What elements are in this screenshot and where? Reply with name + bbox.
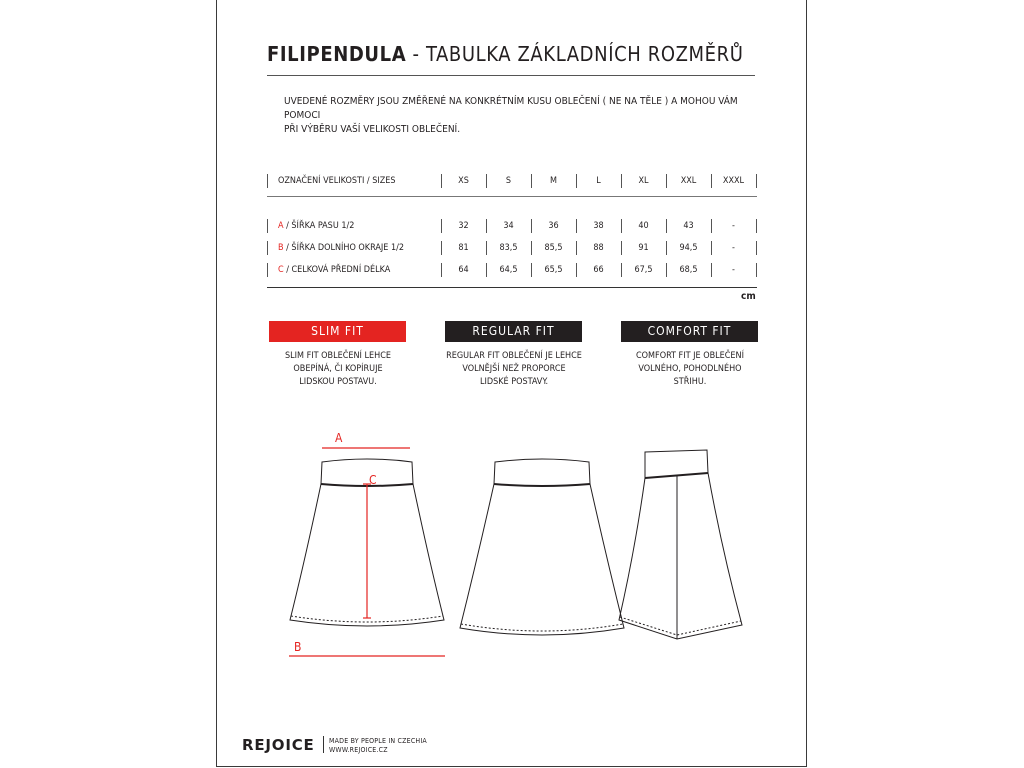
fit-desc-line: STŘIHU.	[673, 377, 707, 387]
footer-tagline: MADE BY PEOPLE IN CZECHIA	[329, 737, 427, 745]
size-l: L	[596, 176, 601, 186]
fit-desc-line: VOLNĚJŠÍ NEŽ PROPORCE	[462, 364, 566, 374]
value-cell: 43	[683, 221, 694, 231]
regular-fit-description	[439, 350, 589, 389]
value-cell: 34	[503, 221, 514, 231]
side-skirt-drawing	[619, 450, 742, 639]
column-divider	[756, 174, 757, 188]
fit-desc-line: COMFORT FIT JE OBLEČENÍ	[636, 351, 744, 361]
value-cell: 91	[638, 243, 649, 253]
row-letter: A	[278, 221, 284, 231]
fit-desc-line: VOLNÉHO, POHODLNÉHO	[638, 364, 742, 374]
measure-label-a: A	[335, 431, 343, 445]
column-divider	[756, 263, 757, 277]
comfort-fit-description	[615, 350, 765, 389]
rejoice-logo: REJOICE	[242, 736, 315, 754]
logo-divider	[323, 736, 324, 753]
fit-desc-line: LIDSKOU POSTAVU.	[299, 377, 377, 387]
row-label-text: / CELKOVÁ PŘEDNÍ DÉLKA	[283, 265, 391, 275]
fit-desc-line: OBEPÍNÁ, ČI KOPÍRUJE	[293, 364, 383, 374]
page-title	[267, 42, 743, 66]
comfort-fit-badge: COMFORT FIT	[621, 321, 758, 342]
value-cell: 64,5	[499, 265, 518, 275]
fit-desc-line: SLIM FIT OBLEČENÍ LEHCE	[285, 351, 391, 361]
size-xs: XS	[458, 176, 469, 186]
value-cell: 85,5	[544, 243, 563, 253]
intro-text	[284, 95, 754, 137]
size-header-row	[267, 174, 757, 188]
slim-fit-badge: SLIM FIT	[269, 321, 406, 342]
value-cell: 83,5	[499, 243, 518, 253]
value-cell: 81	[458, 243, 469, 253]
slim-fit-description	[263, 350, 413, 389]
value-cell: 68,5	[679, 265, 698, 275]
title-divider	[267, 75, 755, 76]
table-header-divider	[267, 196, 757, 197]
size-header-label: OZNAČENÍ VELIKOSTI / SIZES	[267, 174, 396, 188]
value-cell: 36	[548, 221, 559, 231]
size-xxxl: XXXL	[722, 176, 745, 186]
row-label	[267, 219, 354, 233]
measurement-row-b	[267, 241, 757, 255]
value-cell: 64	[458, 265, 469, 275]
value-cell: 88	[593, 243, 604, 253]
column-divider	[756, 241, 757, 255]
measure-label-c: C	[369, 473, 377, 487]
measurement-row-c	[267, 263, 757, 277]
title-brand: FILIPENDULA	[267, 42, 407, 66]
value-cell: 32	[458, 221, 469, 231]
column-divider	[756, 219, 757, 233]
value-cell: 38	[593, 221, 604, 231]
measurement-row-a	[267, 219, 757, 233]
unit-label: cm	[741, 291, 756, 302]
fit-desc-line: LIDSKÉ POSTAVY.	[479, 377, 549, 387]
value-cell: 40	[638, 221, 649, 231]
intro-line-1: UVEDENÉ ROZMĚRY JSOU ZMĚŘENÉ NA KONKRÉTNÍM KUSU OBLEČENÍ ( NE NA TĚLE ) A MOHOU VÁM POMOCI	[284, 96, 738, 121]
value-cell: -	[732, 265, 735, 275]
measure-label-b: B	[294, 640, 302, 654]
row-label	[267, 263, 390, 277]
row-label	[267, 241, 404, 255]
size-xl: XL	[638, 176, 649, 186]
row-letter: B	[278, 243, 284, 253]
skirt-technical-drawings	[217, 420, 808, 680]
value-cell: 94,5	[679, 243, 698, 253]
value-cell: 67,5	[634, 265, 653, 275]
footer-website: WWW.REJOICE.CZ	[329, 746, 388, 754]
row-label-text: / ŠÍŘKA PASU 1/2	[283, 221, 355, 231]
size-xxl: XXL	[680, 176, 697, 186]
back-skirt-drawing	[460, 459, 624, 635]
value-cell: 65,5	[544, 265, 563, 275]
value-cell: -	[732, 221, 735, 231]
value-cell: 66	[593, 265, 604, 275]
size-chart-page	[216, 0, 807, 767]
value-cell: -	[732, 243, 735, 253]
table-bottom-divider	[267, 287, 757, 288]
title-subtitle: - TABULKA ZÁKLADNÍCH ROZMĚRŮ	[406, 42, 744, 66]
row-label-text: / ŠÍŘKA DOLNÍHO OKRAJE 1/2	[283, 243, 405, 253]
fit-desc-line: REGULAR FIT OBLEČENÍ JE LEHCE	[446, 351, 582, 361]
row-letter: C	[278, 265, 284, 275]
size-m: M	[550, 176, 557, 186]
intro-line-2: PŘI VÝBĚRU VAŠÍ VELIKOSTI OBLEČENÍ.	[284, 124, 461, 135]
size-s: S	[505, 176, 512, 186]
regular-fit-badge: REGULAR FIT	[445, 321, 582, 342]
